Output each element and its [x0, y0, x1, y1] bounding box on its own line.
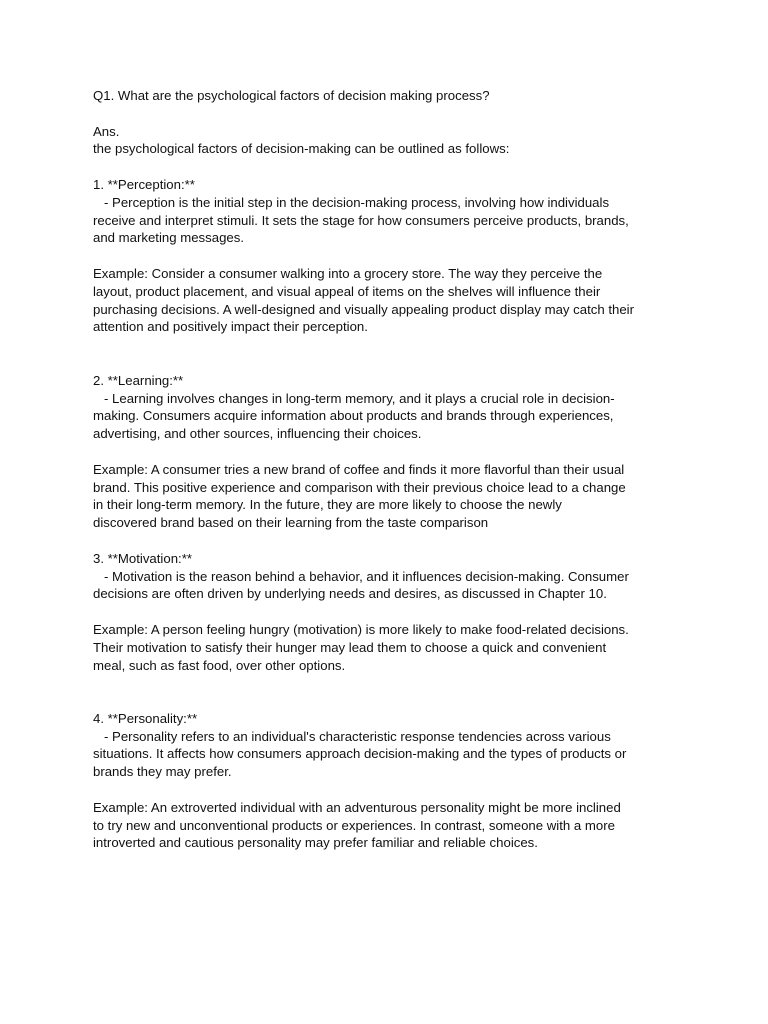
- section-heading: 2. **Learning:**: [93, 372, 184, 388]
- spacer: [93, 443, 678, 461]
- example-line: meal, such as fast food, over other options.: [93, 657, 346, 673]
- intro-text: the psychological factors of decision-making can be outlined as follows:: [93, 141, 510, 157]
- example-line: introverted and cautious personality may prefer familiar and reliable choices.: [93, 835, 538, 851]
- spacer: [93, 603, 678, 621]
- section-heading: 3. **Motivation:**: [93, 550, 192, 566]
- section-motivation: [93, 550, 678, 675]
- example-line: to try new and unconventional products or experiences. In contrast, someone with a more: [93, 817, 615, 833]
- definition-line: receive and interpret stimuli. It sets the stage for how consumers perceive products, brands,: [93, 212, 629, 228]
- spacer: [93, 247, 678, 265]
- example-line: Example: Consider a consumer walking into a grocery store. The way they perceive the: [93, 265, 603, 281]
- section-personality: [93, 710, 678, 852]
- section-heading: 1. **Perception:**: [93, 176, 195, 192]
- section-learning: [93, 372, 678, 532]
- section-perception: [93, 176, 678, 336]
- example-line: Example: An extroverted individual with an adventurous personality might be more inclined: [93, 799, 621, 815]
- spacer: [93, 105, 678, 123]
- example-line: attention and positively impact their perception.: [93, 319, 368, 335]
- definition-line: making. Consumers acquire information about products and brands through experiences,: [93, 408, 614, 424]
- spacer: [93, 532, 678, 550]
- example-line: layout, product placement, and visual appeal of items on the shelves will influence their: [93, 283, 601, 299]
- section-heading: 4. **Personality:**: [93, 710, 198, 726]
- spacer: [93, 781, 678, 799]
- definition-line: decisions are often driven by underlying needs and desires, as discussed in Chapter 10.: [93, 586, 607, 602]
- question-text: Q1. What are the psychological factors of decision making process?: [93, 88, 490, 103]
- definition-line: and marketing messages.: [93, 230, 244, 246]
- example-line: in their long-term memory. In the future, they are more likely to choose the newly: [93, 497, 562, 513]
- spacer: [93, 158, 678, 176]
- spacer: [93, 674, 678, 710]
- example-line: purchasing decisions. A well-designed and visually appealing product display may catch their: [93, 301, 635, 317]
- example-line: Example: A person feeling hungry (motivation) is more likely to make food-related decisions.: [93, 621, 629, 637]
- definition-line: brands they may prefer.: [93, 764, 232, 780]
- answer-label: Ans.: [93, 123, 120, 139]
- spacer: [93, 336, 678, 372]
- definition-line: - Learning involves changes in long-term memory, and it plays a crucial role in decision-: [93, 390, 615, 406]
- definition-line: advertising, and other sources, influencing their choices.: [93, 426, 422, 442]
- definition-line: situations. It affects how consumers approach decision-making and the types of products or: [93, 746, 627, 762]
- example-line: discovered brand based on their learning from the taste comparison: [93, 515, 489, 531]
- example-line: Example: A consumer tries a new brand of coffee and finds it more flavorful than their usual: [93, 461, 625, 477]
- example-line: brand. This positive experience and comparison with their previous choice lead to a change: [93, 479, 626, 495]
- example-line: Their motivation to satisfy their hunger may lead them to choose a quick and convenient: [93, 639, 607, 655]
- definition-line: - Personality refers to an individual's characteristic response tendencies across various: [93, 728, 611, 744]
- definition-line: - Motivation is the reason behind a behavior, and it influences decision-making. Consumer: [93, 568, 629, 584]
- definition-line: - Perception is the initial step in the decision-making process, involving how individuals: [93, 194, 610, 210]
